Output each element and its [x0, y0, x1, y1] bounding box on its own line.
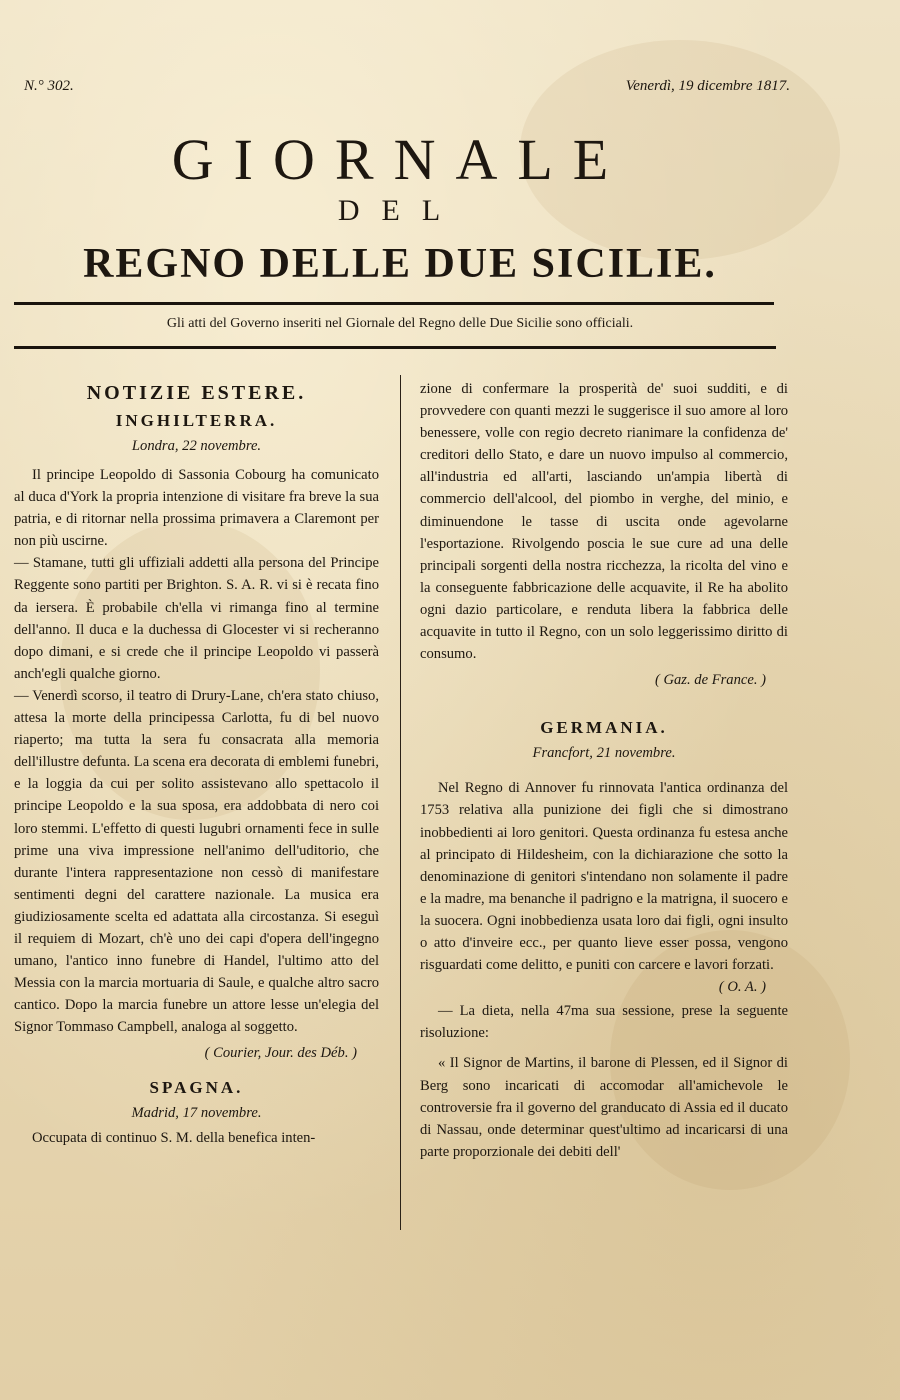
article-source: ( Gaz. de France. ) [654, 672, 766, 689]
article-paragraph: Nel Regno di Annover fu rinnovata l'antica ordinanza del 1753 relativa alla punizione dei figli che si dimostrano inobbedienti ai loro genitori. Questa ordinanza fu estesa anche al principato di Hildesheim, con la dichiarazione che sotto la denominazione di genitori s'intendano non solamente il padre e la madre, ma benanche il padrigno e la matrigna, il suocero e la suocera. Ogni inobbedienza usata loro dai figli, ogni insulto o atto d'inveire ecc., per quanto lieve esser possa, vengono risguardati come delitto, e puniti con carcere e lavori forzati. [420, 780, 788, 974]
masthead-title-del: DEL [337, 194, 463, 227]
article-paragraph: Occupata di continuo S. M. della benefica inten- [32, 1129, 316, 1146]
article-source: ( Courier, Jour. des Déb. ) [204, 1045, 357, 1062]
country-heading-germania: GERMANIA. [540, 718, 668, 738]
right-column [420, 378, 788, 1163]
dateline-francfort: Francfort, 21 novembre. [532, 745, 676, 762]
dateline-londra: Londra, 22 novembre. [131, 438, 262, 454]
article-paragraph: — Venerdì scorso, il teatro di Drury-Lane, ch'era stato chiuso, attesa la morte della principessa Carlotta, fu di bel nuovo riaperto; ma tutta la sera fu consacrata alla memoria dell'illustre defunta. La scena era decorata di emblemi funebri, e la loggia da cui per solito assistevano allo spettacolo il principe Leopoldo e la sua sposa, era addobbata di nero coi loro stemmi. L'effetto di questi lugubri ornamenti fece in sulle prime una viva impressione nell'animo dell'uditorio, che durante l'intera rappresentazione non cessò di manifestare sentimenti degni del carattere nazionale. La musica era giudiziosamente scelta ed adattata alla circostanza. Si eseguì il requiem di Mozart, ch'è uno dei capi d'opera dell'ingegno umano, l'antico inno funebre di Handel, l'ultimo atto del Messia con la marcia mortuaria di Saule, e qualche altro sacro cantico. Dopo la marcia funebre un attore lesse un'elegia del Signor Tommaso Campbell, analoga al soggetto. [14, 687, 379, 1036]
masthead-title: GIORNALE [171, 127, 629, 192]
left-column [14, 378, 379, 1149]
masthead-topline [24, 78, 790, 98]
dateline-madrid: Madrid, 17 novembre. [131, 1104, 262, 1121]
article-paragraph: Il principe Leopoldo di Sassonia Cobourg ha comunicato al duca d'York la propria intenzione di visitare fra breve la sua patria, e di ritornar nella prossima primavera a Claremont per non più uscirne. [14, 467, 379, 550]
country-heading-inghilterra: INGHILTERRA. [115, 411, 278, 430]
country-heading-spagna: SPAGNA. [149, 1077, 244, 1097]
article-source: ( O. A. ) [718, 979, 766, 996]
masthead-subtitle: Gli atti del Governo inseriti nel Giornale del Regno delle Due Sicilie sono officiali. [166, 316, 634, 331]
masthead-rule-bottom [14, 346, 776, 349]
article-paragraph: — La dieta, nella 47ma sua sessione, prese la seguente risoluzione: [420, 1003, 788, 1042]
article-paragraph: — Stamane, tutti gli uffiziali addetti alla persona del Principe Reggente sono partiti per Brighton. S. A. R. vi si è recata fino da iersera. È probabile ch'ella vi rimanga fino al termine dell'anno. Il duca e la duchessa di Glocester vi si recheranno dopo dimani, e si crede che il principe Leopoldo vi passerà anch'egli qualche giorno. [14, 555, 379, 682]
masthead-rule-top [14, 302, 774, 305]
issue-date: Venerdì, 19 dicembre 1817. [625, 78, 790, 94]
column-divider [400, 375, 401, 1230]
article-paragraph: « Il Signor de Martins, il barone di Plessen, ed il Signor di Berg sono incaricati di accomodar all'amichevole le controversie fra il governo del granducato di Assia ed il ducato di Nassau, onde determinar quest'ultimo ad incaricarsi di una parte proporzionale dei debiti dell' [420, 1055, 788, 1160]
masthead-title-regno: REGNO DELLE DUE SICILIE. [83, 241, 717, 287]
issue-number: N.° 302. [24, 78, 74, 94]
article-paragraph: zione di confermare la prosperità de' suoi sudditi, e di provvedere con quanti mezzi le suggerisce il suo amore al loro benessere, volle con regio decreto rianimare la confidenza de' creditori dello Stato, e dare un nuovo impulso al commercio, all'industria ed all'arti, lasciando un'ampia libertà di commercio dell'alcool, del piombo in verghe, del minio, e diminuendone le tasse di uscita onde agevolarne l'esportazione. Rivolgendo poscia le sue cure ad una delle principali sorgenti della nostra ricchezza, la ricolta del vino e la conseguente fabbricazione delle acquavite, il Re ha abolito ogni dazio particolare, e renduta libera la fabbrica delle acquavite in tutto il Regno, con un solo leggerissimo diritto di consumo. [420, 381, 788, 663]
section-heading: NOTIZIE ESTERE. [86, 382, 307, 404]
